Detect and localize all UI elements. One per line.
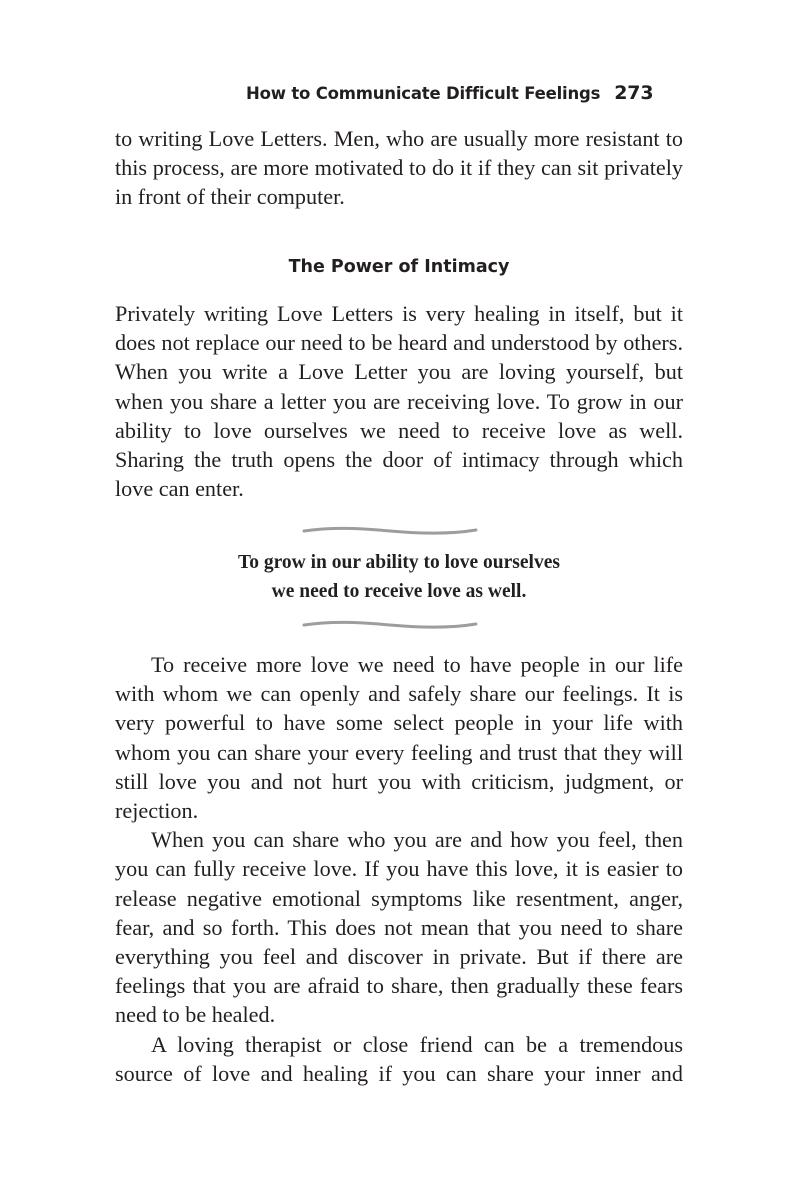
paragraph-receive-love: To receive more love we need to have people in our life with whom we can openly and safely share our feelings. It is very powerful to have some select people in your life with whom you can share your every feeling and trust that they will still love you and not hurt you with criticism, judgment, or rejection. <box>115 652 683 824</box>
bottom-swash-divider <box>302 619 478 631</box>
section-paragraph: Privately writing Love Letters is very healing in itself, but it does not replace our need to be heard and understood by others. When you write a Love Letter you are loving yourself, but when you share a letter you are receiving love. To grow in our ability to love ourselves we need to receive love as well. Sharing the truth opens the door of intimacy through which love can enter. <box>115 301 683 502</box>
page-number: 273 <box>614 82 654 104</box>
pull-quote-line-2: we need to receive love as well. <box>271 581 527 602</box>
section-paragraph-block <box>115 299 683 503</box>
continued-paragraph: to writing Love Letters. Men, who are usually more resistant to this process, are more motivated to do it if they can sit privately in front of their computer. <box>115 126 683 210</box>
paragraph-therapist: A loving therapist or close friend can be a tremendous source of love and healing if you can share your inner and <box>115 1031 683 1086</box>
running-title: How to Communicate Difficult Feelings <box>246 83 601 103</box>
pull-quote <box>115 548 683 606</box>
lower-paragraphs <box>115 650 683 1088</box>
paragraph-share-feelings: When you can share who you are and how you feel, then you can fully receive love. If you have this love, it is easier to release negative emotional symptoms like resentment, anger, fear, and so forth. This does not mean that you need to share everything you feel and discover in private. But if there are feelings that you are afraid to share, then gradually these fears need to be healed. <box>115 827 683 1028</box>
top-swash-divider <box>302 525 478 537</box>
pull-quote-line-1: To grow in our ability to love ourselves <box>238 552 560 573</box>
running-header <box>246 79 654 107</box>
section-heading: The Power of Intimacy <box>288 257 510 277</box>
continued-paragraph-block <box>115 124 683 212</box>
